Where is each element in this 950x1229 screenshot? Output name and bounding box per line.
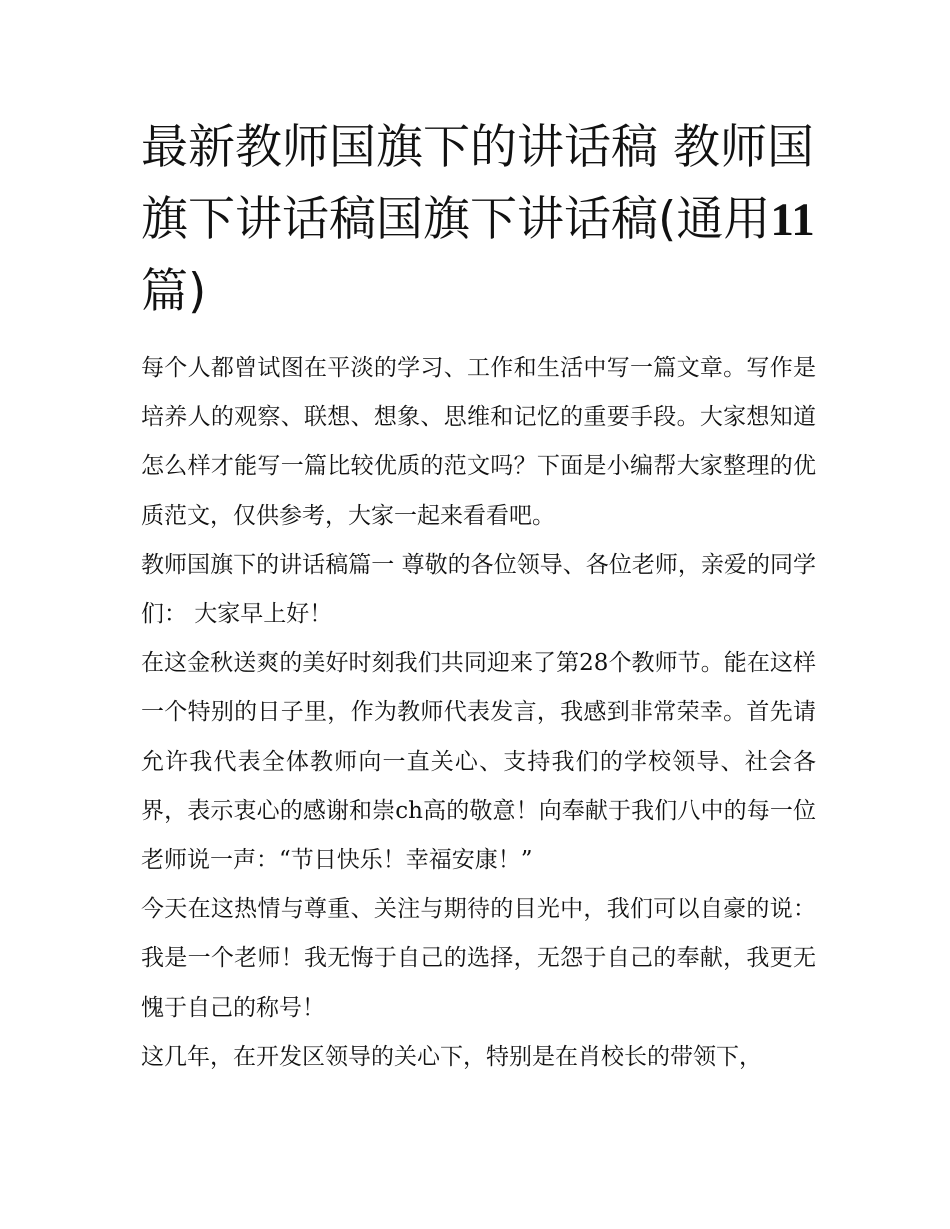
paragraph-intro: 每个人都曾试图在平淡的学习、工作和生活中写一篇文章。写作是培养人的观察、联想、想象、思维和记忆的重要手段。大家想知道怎么样才能写一篇比较优质的范文吗？下面是小编帮大家整理的优质范文，仅供参考，大家一起来看看吧。 xyxy=(141,355,816,529)
title-text-end: 篇) xyxy=(141,264,207,319)
paragraph-greeting: 教师国旗下的讲话稿篇一 尊敬的各位领导、各位老师，亲爱的同学们： 大家早上好！ xyxy=(141,551,816,628)
paragraph-continuation: 这几年，在开发区领导的关心下，特别是在肖校长的带领下， xyxy=(141,1043,762,1070)
title-number: 11 xyxy=(770,194,815,246)
document-title xyxy=(141,112,816,328)
paragraph-pride: 今天在这热情与尊重、关注与期待的目光中，我们可以自豪的说：我是一个老师！我无悔于自己的选择，无怨于自己的奉献，我更无愧于自己的称号！ xyxy=(141,896,816,1021)
document-body xyxy=(141,344,816,1082)
document-content xyxy=(141,112,816,1082)
title-text: 最新教师国旗下的讲话稿 教师国旗下讲话稿国旗下讲话稿(通用 xyxy=(141,120,814,247)
paragraph-teachers-day: 在这金秋送爽的美好时刻我们共同迎来了第28个教师节。能在这样一个特别的日子里，作为教师代表发言，我感到非常荣幸。首先请允许我代表全体教师向一直关心、支持我们的学校领导、社会各界，表示衷心的感谢和崇ch高的敬意！向奉献于我们八中的每一位老师说一声：“节日快乐！幸福安康！” xyxy=(141,650,816,874)
